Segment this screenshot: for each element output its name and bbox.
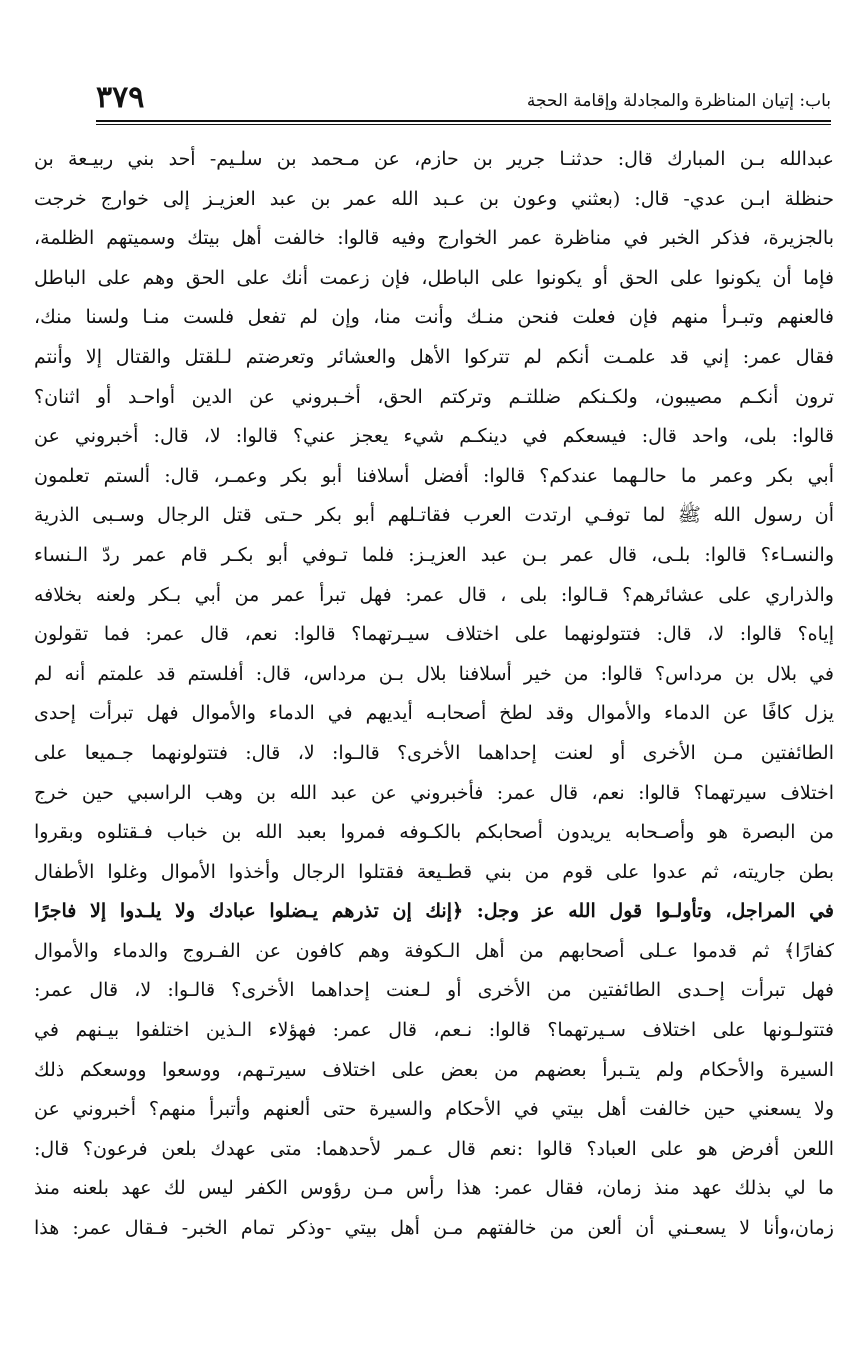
text-line: بطن جاريته، ثم عدوا على قوم من بني قطـيعة فقتلوا الرجال وأخذوا الأموال وغلوا الأطفال [34, 860, 834, 883]
header-rule-thin [96, 124, 831, 125]
text-line: السيرة والأحكام ولم يتـبرأ بعضهم من بعض على اختلاف سيرتـهم، ووسعوا ووسعكم ذلك [34, 1058, 834, 1081]
text-line: يزل كافًا عن الدماء والأموال وقد لطخ أصحابـه أيديهم في الدماء والأموال فهل تبرأت إحدى [34, 702, 834, 725]
text-line: في بلال بن مرداس؟ قالوا: من خير أسلافنا بلال بـن مرداس، قال: أفلستم قد علمتم أنه لم [34, 662, 834, 685]
header-rule [96, 120, 831, 122]
text-line: ما لي بذلك عهد منذ زمان، فقال عمر: هذا رأس مـن رؤوس الكفر ليس لك عهد بلعنه منذ [34, 1177, 834, 1200]
text-line: فإما أن يكونوا على الحق أو يكونوا على الباطل، فإن زعمت أنك على الحق وهم على الباطل [34, 266, 834, 289]
text-line: زمان،وأنا لا يسعـني أن ألعن من خالفتهم مـن أهل بيتي -وذكر تمام الخبر- فـقال عمر: هذا [34, 1217, 834, 1240]
text-line: الطائفتين مـن الأخرى أو لعنت إحداهما الأخرى؟ قالـوا: لا، قال: فتتولونهما جـميعا على [34, 741, 834, 764]
page-number: ٣٧٩ [96, 80, 145, 115]
text-line: اختلاف سيرتهما؟ قالوا: نعم، قال عمر: فأخبروني عن عبد الله بن وهب الراسبي حين خرج [34, 781, 834, 804]
text-line: أن رسول الله ﷺ لما توفـي ارتدت العرب فقاتـلهم أبو بكر حـتى قتل الرجال وسـبى الذرية [34, 504, 834, 527]
text-line: فتتولـونها على اختلاف سـيرتهما؟ قالوا: نـعم، قال عمر: فهؤلاء الـذين اختلفوا بيـنهم في [34, 1019, 834, 1042]
text-line: قالوا: بلى، واحد قال: فيسعكم في دينكـم شيء يعجز عني؟ قالوا: لا، قال: أخبروني عن [34, 425, 834, 448]
text-line: فهل تبرأت إحـدى الطائفتين من الأخرى أو لـعنت إحداهما الأخرى؟ قالـوا: لا، قال عمر: [34, 979, 834, 1002]
chapter-title: باب: إتيان المناظرة والمجادلة وإقامة الحجة [526, 91, 831, 111]
body-text [34, 140, 834, 1249]
text-line: حنظلة ابـن عدي- قال: (بعثني وعون بن عـبد الله عمر بن عبد العزيـز إلى خوارج خرجت [34, 187, 834, 210]
text-line: أبي بكر وعمر ما حالـهما عندكم؟ قالوا: أفضل أسلافنا أبو بكر وعمـر، قال: ألستم تعلمون [34, 464, 834, 487]
text-line: والذراري على عشائرهم؟ قـالوا: بلى ، قال عمر: فهل تبرأ عمر من أبي بـكر ولعنه بخلافه [34, 583, 834, 606]
running-header [96, 82, 831, 118]
text-line-quran-verse: في المراجل، وتأولـوا قول الله عز وجل: ﴿إنك إن تذرهم يـضلوا عبادك ولا يلـدوا إلا فاجرًا [34, 900, 834, 923]
text-line: من البصرة هو وأصـحابه يريدون أصحابكم بالكـوفه فمروا بعبد الله بن خباب فـقتلوه وبقروا [34, 821, 834, 844]
text-line: ولا يسعني حين خالفت أهل بيتي في الأحكام والسيرة حتى ألعنهم وأتبرأ منهم؟ أخبروني عن [34, 1098, 834, 1121]
text-line: إياه؟ قالوا: لا، قال: فتتولونهما على اختلاف سيـرتهما؟ قالوا: نعم، قال عمر: فما تقولون [34, 623, 834, 646]
text-line: عبدالله بـن المبارك قال: حدثنـا جرير بن حازم، عن مـحمد بن سلـيم- أحد بني ربيـعة بن [34, 148, 834, 170]
text-line: فقال عمر: إني قد علمـت أنكم لم تتركوا الأهل والعشائر وتعرضتم لـلقتل والقتال إلا وأنتم [34, 345, 834, 368]
text-line: والنسـاء؟ قالوا: بلـى، قال عمر بـن عبد العزيـز: فلما تـوفي أبو بكـر قام عمر ردّ الـنساء [34, 543, 834, 566]
text-line: بالجزيرة، فذكر الخبر في مناظرة عمر الخوارج وفيه قالوا: خالفت أهل بيتك وسميتهم الظلمة، [34, 227, 834, 250]
text-line: كفارًا﴾ ثم قدموا عـلى أصحابهم من أهل الـكوفة وهم كافون عن الفـروج والدماء والأموال [34, 939, 834, 962]
text-line: فالعنهم وتبـرأ منهم فإن فعلت فنحن منـك وأنت منا، وإن لم تفعل فلست منـا ولسنا منك، [34, 306, 834, 329]
text-line: ترون أنكـم مصيبون، ولكـنكم ضللتـم وتركتم الحق، أخـبروني عن الدين أواحـد أو اثنان؟ [34, 385, 834, 408]
text-line: اللعن أفرض هو على العباد؟ قالوا :نعم قال عـمر لأحدهما: متى عهدك بلعن فرعون؟ قال: [34, 1137, 834, 1160]
